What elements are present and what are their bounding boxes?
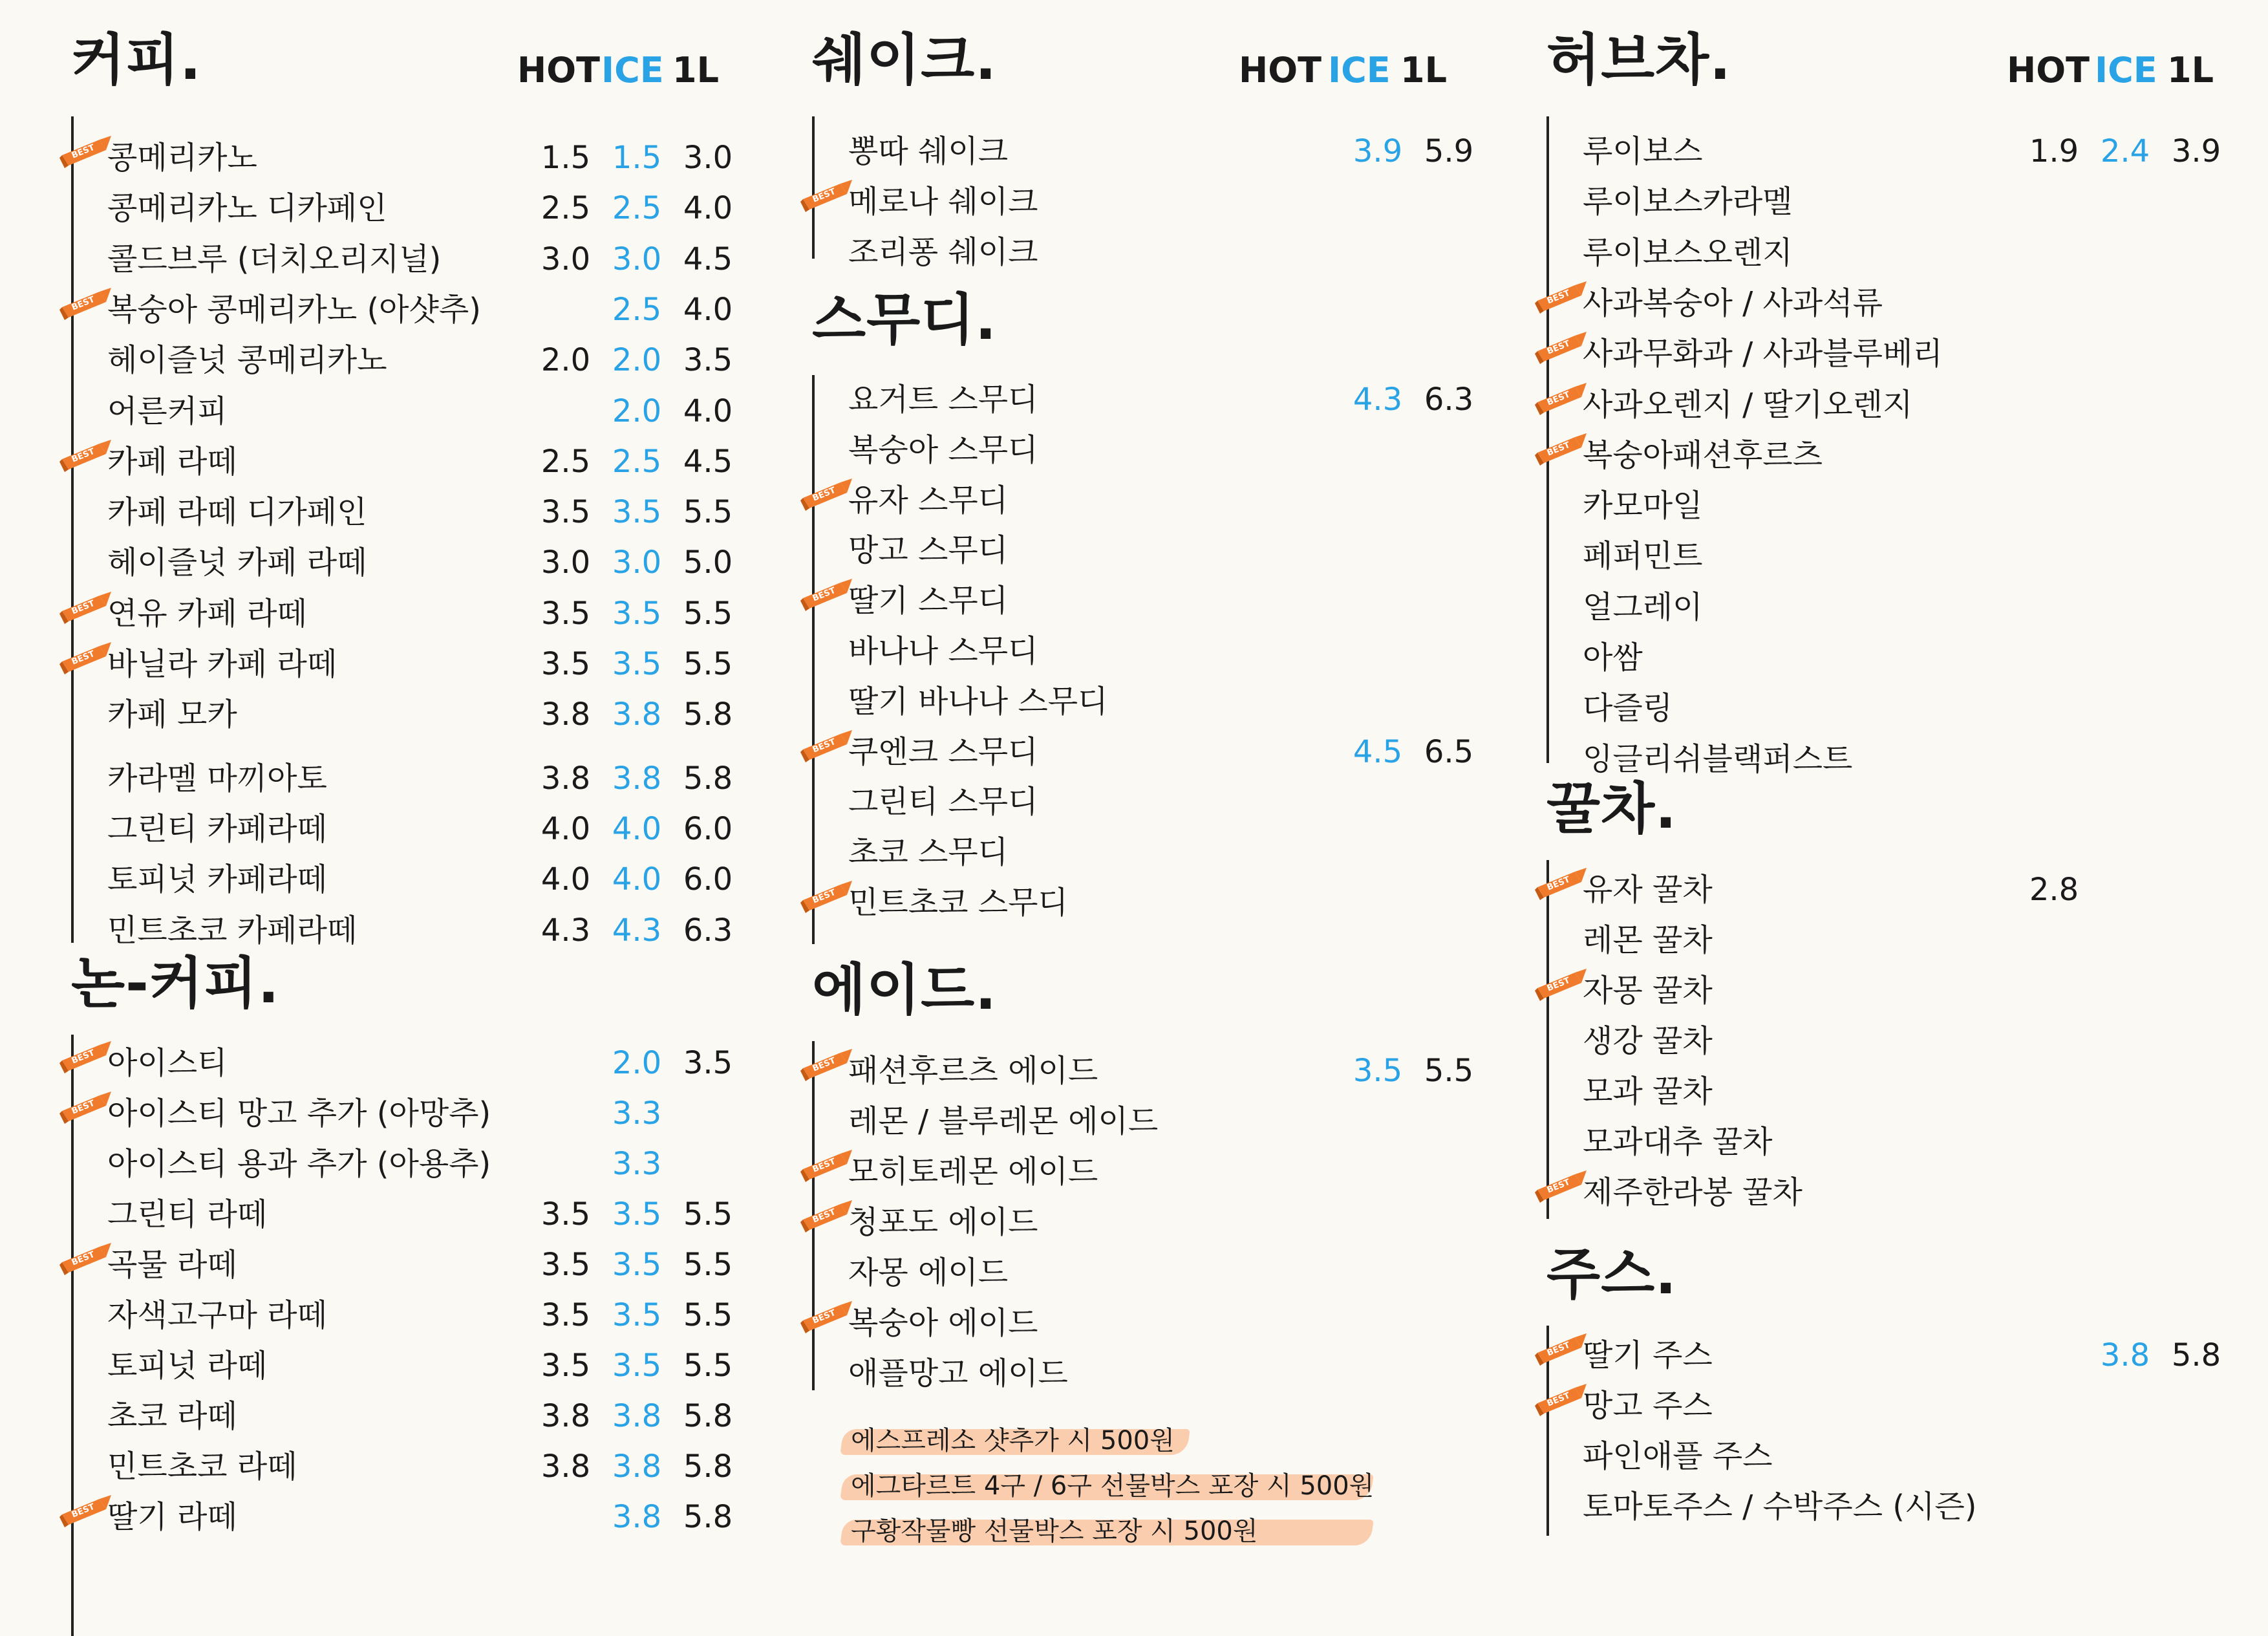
price-1l: 5.5 xyxy=(683,646,733,682)
price-hot: 2.5 xyxy=(540,443,591,480)
menu-item xyxy=(812,1098,1459,1145)
menu-item xyxy=(1546,1383,2193,1429)
menu-item xyxy=(812,427,1459,473)
item-name: 초코 스무디 xyxy=(848,834,1009,871)
header-ice: ICE xyxy=(601,50,664,91)
header-1l: 1L xyxy=(2167,50,2214,91)
price-ice: 3.3 xyxy=(612,1146,662,1182)
menu-item xyxy=(1546,280,2193,327)
price-ice: 3.8 xyxy=(612,1448,662,1485)
price-hot: 2.5 xyxy=(540,190,591,227)
price-hot: 3.0 xyxy=(540,241,591,277)
item-name: 딸기 바나나 스무디 xyxy=(848,683,1108,720)
item-name: 페퍼민트 xyxy=(1583,538,1703,575)
svg-text:BEST: BEST xyxy=(70,598,96,617)
price-ice: 2.5 xyxy=(612,291,662,328)
item-name: 토피넛 카페라떼 xyxy=(107,861,327,898)
item-name: 어른커피 xyxy=(107,393,228,429)
item-name: 청포도 에이드 xyxy=(848,1204,1038,1240)
note xyxy=(848,1511,1256,1548)
item-name: 루이보스 xyxy=(1583,133,1703,169)
note xyxy=(848,1420,1175,1458)
item-name: 레몬 꿀차 xyxy=(1583,922,1713,958)
price-1l: 5.5 xyxy=(683,1247,733,1283)
menu-item xyxy=(71,1141,718,1187)
menu-item xyxy=(812,1300,1459,1346)
price-ice: 3.8 xyxy=(612,760,662,797)
item-name: 토피넛 라떼 xyxy=(107,1348,268,1384)
svg-text:BEST: BEST xyxy=(811,1156,837,1175)
price-1l: 4.0 xyxy=(683,393,733,429)
section-title: 허브차. xyxy=(1546,28,1731,92)
note-text: 에그타르트 4구 / 6구 선물박스 포장 시 500원 xyxy=(851,1471,1375,1501)
price-ice: 3.3 xyxy=(612,1095,662,1132)
menu-item xyxy=(1546,736,2193,782)
header-1l: 1L xyxy=(672,50,719,91)
svg-text:BEST: BEST xyxy=(1545,440,1572,458)
item-name: 사과오렌지 / 딸기오렌지 xyxy=(1583,386,1913,423)
item-name: 민트초코 라떼 xyxy=(107,1448,297,1485)
menu-item xyxy=(1546,128,2221,175)
price-ice: 3.8 xyxy=(612,1398,662,1434)
price-ice: 3.5 xyxy=(612,1297,662,1333)
item-name: 바나나 스무디 xyxy=(848,633,1038,669)
item-name: 복숭아 에이드 xyxy=(848,1305,1038,1341)
price-1l: 6.0 xyxy=(683,810,733,847)
menu-item xyxy=(71,236,733,283)
menu-item xyxy=(811,1048,1474,1094)
menu-item xyxy=(812,628,1459,674)
item-name: 쿠엔크 스무디 xyxy=(848,733,1038,770)
price-ice: 3.8 xyxy=(612,696,662,733)
price-1l: 6.5 xyxy=(1424,733,1474,770)
price-hot: 3.5 xyxy=(540,1297,591,1333)
menu-item xyxy=(1546,482,2193,529)
price-ice: 1.5 xyxy=(612,140,662,176)
price-hot: 3.5 xyxy=(540,1348,591,1384)
svg-text:BEST: BEST xyxy=(811,1055,837,1074)
item-name: 패션후르츠 에이드 xyxy=(848,1053,1098,1089)
price-1l: 5.0 xyxy=(683,544,733,581)
price-1l: 4.5 xyxy=(683,241,733,277)
price-ice: 2.0 xyxy=(612,393,662,429)
menu-item xyxy=(70,1494,733,1540)
price-hot: 2.0 xyxy=(540,342,591,379)
menu-item xyxy=(70,286,733,333)
menu-item xyxy=(71,1393,733,1439)
header-1l: 1L xyxy=(1400,50,1447,91)
svg-text:BEST: BEST xyxy=(811,1308,837,1326)
price-ice: 3.5 xyxy=(1353,1053,1403,1089)
svg-text:BEST: BEST xyxy=(70,446,96,465)
menu-item xyxy=(812,879,1459,926)
price-hot: 4.3 xyxy=(540,912,591,949)
item-name: 초코 라떼 xyxy=(107,1398,237,1434)
item-name: 딸기 라떼 xyxy=(107,1499,237,1535)
item-name: 카라멜 마끼아토 xyxy=(107,760,327,797)
menu-item xyxy=(811,729,1474,775)
svg-text:BEST: BEST xyxy=(70,1048,96,1066)
menu-item xyxy=(71,1090,718,1137)
item-name: 루이보스카라멜 xyxy=(1583,184,1793,221)
svg-text:BEST: BEST xyxy=(811,186,837,205)
item-name: 조리퐁 쉐이크 xyxy=(848,234,1038,270)
price-ice: 3.0 xyxy=(612,544,662,581)
item-name: 카모마일 xyxy=(1583,488,1703,524)
price-ice: 3.5 xyxy=(612,494,662,531)
menu-item xyxy=(812,678,1459,725)
item-name: 곡물 라떼 xyxy=(107,1247,237,1283)
svg-text:BEST: BEST xyxy=(811,737,837,755)
price-ice: 3.8 xyxy=(612,1499,662,1535)
price-hot: 3.5 xyxy=(540,646,591,682)
price-1l: 5.5 xyxy=(683,595,733,632)
header-ice: ICE xyxy=(2095,50,2157,91)
item-name: 카페 모카 xyxy=(107,696,237,733)
item-name: 뽕따 쉐이크 xyxy=(848,133,1009,169)
price-ice: 2.0 xyxy=(612,342,662,379)
menu-item xyxy=(812,1249,1459,1296)
menu-item xyxy=(1546,1068,2193,1115)
price-hot: 3.5 xyxy=(540,1196,591,1232)
menu-item xyxy=(1546,1433,2193,1480)
price-1l: 5.5 xyxy=(1424,1053,1474,1089)
price-ice: 3.5 xyxy=(612,1348,662,1384)
price-ice: 2.5 xyxy=(612,190,662,227)
price-1l: 3.0 xyxy=(683,140,733,176)
item-name: 망고 주스 xyxy=(1583,1388,1713,1424)
item-name: 콜드브루 (더치오리지널) xyxy=(107,241,442,277)
price-hot: 3.8 xyxy=(540,760,591,797)
menu-item xyxy=(812,527,1459,574)
svg-text:BEST: BEST xyxy=(1545,1177,1572,1196)
menu-item xyxy=(812,229,1459,275)
menu-item xyxy=(71,185,733,231)
price-ice: 4.0 xyxy=(612,810,662,847)
header-hot: HOT xyxy=(1239,50,1321,91)
price-1l: 5.8 xyxy=(683,760,733,797)
menu-item xyxy=(812,1148,1459,1195)
item-name: 자몽 에이드 xyxy=(848,1254,1009,1291)
note-text: 구황작물빵 선물박스 포장 시 500원 xyxy=(851,1516,1258,1546)
section-title: 에이드. xyxy=(812,958,997,1022)
menu-item xyxy=(1546,1018,2193,1064)
menu-item xyxy=(71,691,733,738)
price-1l: 3.5 xyxy=(683,342,733,379)
price-1l: 5.5 xyxy=(683,1196,733,1232)
menu-item xyxy=(812,128,1474,175)
item-name: 유자 스무디 xyxy=(848,482,1009,519)
menu-item xyxy=(1546,967,2193,1014)
menu-item xyxy=(70,1040,733,1086)
item-name: 아이스티 망고 추가 (아망추) xyxy=(107,1095,491,1132)
item-name: 콩메리카노 xyxy=(107,140,257,176)
menu-item xyxy=(71,1292,733,1339)
price-ice: 3.5 xyxy=(612,1196,662,1232)
price-1l: 6.3 xyxy=(683,912,733,949)
item-name: 모히토레몬 에이드 xyxy=(848,1154,1098,1190)
price-1l: 5.8 xyxy=(683,696,733,733)
item-name: 토마토주스 / 수박주스 (시즌) xyxy=(1583,1489,1977,1525)
menu-item xyxy=(812,376,1474,423)
item-name: 딸기 스무디 xyxy=(848,583,1009,619)
menu-item xyxy=(70,438,733,485)
price-1l: 5.5 xyxy=(683,494,733,531)
header-hot: HOT xyxy=(517,50,600,91)
price-ice: 2.0 xyxy=(612,1045,662,1081)
menu-item xyxy=(70,641,733,687)
menu-item xyxy=(71,1342,733,1389)
section-title: 커피. xyxy=(71,28,202,92)
menu-item xyxy=(71,856,733,903)
menu-item xyxy=(71,907,733,954)
price-hot: 4.0 xyxy=(540,810,591,847)
item-name: 제주한라봉 꿀차 xyxy=(1583,1174,1803,1211)
item-name: 잉글리쉬블랙퍼스트 xyxy=(1583,740,1853,777)
item-name: 그린티 카페라떼 xyxy=(107,810,327,847)
svg-text:BEST: BEST xyxy=(1545,874,1572,893)
svg-text:BEST: BEST xyxy=(811,586,837,604)
item-name: 아이스티 용과 추가 (아용추) xyxy=(107,1146,491,1182)
menu-item xyxy=(812,577,1459,624)
section-title: 꿀차. xyxy=(1546,777,1677,841)
menu-item xyxy=(812,1350,1459,1397)
menu-item xyxy=(1546,634,2193,681)
item-name: 복숭아패션후르츠 xyxy=(1583,436,1823,473)
price-1l: 3.9 xyxy=(2171,133,2221,169)
menu-item xyxy=(1546,230,2193,276)
item-name: 다즐링 xyxy=(1583,690,1673,727)
price-1l: 5.8 xyxy=(683,1448,733,1485)
item-name: 유자 꿀차 xyxy=(1583,872,1713,908)
svg-text:BEST: BEST xyxy=(70,1249,96,1268)
price-1l: 4.0 xyxy=(683,190,733,227)
price-1l: 6.0 xyxy=(683,861,733,898)
item-name: 아쌈 xyxy=(1583,640,1643,676)
menu-item xyxy=(1546,1119,2193,1165)
price-hot: 3.5 xyxy=(540,595,591,632)
menu-item xyxy=(70,1242,733,1288)
price-1l: 5.5 xyxy=(683,1297,733,1333)
menu-item xyxy=(1546,917,2193,963)
svg-text:BEST: BEST xyxy=(70,294,96,313)
item-name: 헤이즐넛 콩메리카노 xyxy=(107,342,387,379)
menu-item xyxy=(1546,533,2193,579)
price-ice: 3.5 xyxy=(612,595,662,632)
menu-item xyxy=(71,1191,733,1238)
item-name: 복숭아 콩메리카노 (아샷추) xyxy=(107,291,482,328)
price-1l: 5.8 xyxy=(683,1499,733,1535)
section-title: 스무디. xyxy=(812,288,997,352)
price-hot: 3.8 xyxy=(540,1448,591,1485)
item-name: 사과복숭아 / 사과석류 xyxy=(1583,285,1883,321)
menu-item xyxy=(71,755,733,802)
svg-text:BEST: BEST xyxy=(70,142,96,161)
item-name: 생강 꿀차 xyxy=(1583,1023,1713,1059)
price-hot: 1.9 xyxy=(2029,133,2079,169)
item-name: 루이보스오렌지 xyxy=(1583,234,1793,271)
item-name: 복숭아 스무디 xyxy=(848,431,1038,468)
menu-item xyxy=(1546,432,2193,479)
menu-item xyxy=(1546,1483,2193,1530)
header-hot: HOT xyxy=(2007,50,2090,91)
item-name: 사과무화과 / 사과블루베리 xyxy=(1583,336,1943,372)
price-hot: 3.8 xyxy=(540,1398,591,1434)
menu-item xyxy=(71,1443,733,1490)
item-name: 딸기 주스 xyxy=(1583,1337,1713,1373)
price-1l: 5.5 xyxy=(683,1348,733,1384)
item-name: 그린티 라떼 xyxy=(107,1196,268,1232)
menu-item xyxy=(812,829,1459,876)
item-name: 망고 스무디 xyxy=(848,532,1009,569)
item-name: 민트초코 카페라떼 xyxy=(107,912,358,949)
menu-item xyxy=(812,779,1459,825)
price-1l: 4.5 xyxy=(683,443,733,480)
price-ice: 4.3 xyxy=(1353,382,1403,418)
svg-text:BEST: BEST xyxy=(1545,339,1572,357)
menu-item xyxy=(812,178,1459,225)
header-ice: ICE xyxy=(1328,50,1391,91)
menu-item xyxy=(812,1199,1459,1245)
price-ice: 2.5 xyxy=(612,443,662,480)
svg-text:BEST: BEST xyxy=(1545,1340,1572,1359)
menu-item xyxy=(812,477,1459,524)
price-1l: 5.9 xyxy=(1424,133,1474,169)
menu-item xyxy=(1546,685,2193,731)
svg-text:BEST: BEST xyxy=(70,1098,96,1117)
price-1l: 5.8 xyxy=(683,1398,733,1434)
price-1l: 6.3 xyxy=(1424,382,1474,418)
svg-text:BEST: BEST xyxy=(1545,975,1572,994)
svg-text:BEST: BEST xyxy=(811,485,837,504)
price-ice: 2.4 xyxy=(2100,133,2150,169)
price-ice: 3.5 xyxy=(612,1247,662,1283)
item-name: 카페 라떼 디가페인 xyxy=(107,494,367,531)
price-ice: 4.0 xyxy=(612,861,662,898)
item-name: 레몬 / 블루레몬 에이드 xyxy=(848,1103,1159,1139)
menu-item xyxy=(1546,584,2193,630)
price-hot: 3.5 xyxy=(540,1247,591,1283)
price-hot: 4.0 xyxy=(540,861,591,898)
svg-text:BEST: BEST xyxy=(70,1501,96,1520)
item-name: 파인애플 주스 xyxy=(1583,1438,1773,1474)
item-name: 모과 꿀차 xyxy=(1583,1073,1713,1110)
menu-item xyxy=(71,489,733,535)
menu-item xyxy=(1545,1332,2221,1379)
note-text: 에스프레소 샷추가 시 500원 xyxy=(851,1426,1175,1456)
svg-text:BEST: BEST xyxy=(1545,288,1572,307)
menu-item xyxy=(1546,866,2193,913)
price-hot: 1.5 xyxy=(540,140,591,176)
item-name: 민트초코 스무디 xyxy=(848,885,1068,921)
section-title: 쉐이크. xyxy=(812,28,997,92)
item-name: 그린티 스무디 xyxy=(848,784,1038,821)
svg-text:BEST: BEST xyxy=(1545,389,1572,408)
menu-item xyxy=(71,539,733,586)
item-name: 바닐라 카페 라떼 xyxy=(107,646,337,682)
price-1l: 3.5 xyxy=(683,1045,733,1081)
svg-text:BEST: BEST xyxy=(1545,1390,1572,1409)
item-name: 모과대추 꿀차 xyxy=(1583,1124,1773,1160)
item-name: 메로나 쉐이크 xyxy=(848,184,1038,220)
price-ice: 3.0 xyxy=(612,241,662,277)
item-name: 자몽 꿀차 xyxy=(1583,973,1713,1009)
note xyxy=(848,1465,1375,1503)
item-name: 얼그레이 xyxy=(1583,588,1703,625)
price-ice: 3.9 xyxy=(1353,133,1403,169)
menu-item xyxy=(1546,1169,2193,1216)
menu-item xyxy=(70,590,733,637)
item-name: 연유 카페 라떼 xyxy=(107,595,307,632)
price-hot: 3.5 xyxy=(540,494,591,531)
menu-item xyxy=(1546,330,2193,377)
item-name: 애플망고 에이드 xyxy=(848,1355,1068,1392)
menu-item xyxy=(1546,178,2193,225)
menu-item xyxy=(71,388,733,435)
menu-item xyxy=(71,337,733,383)
svg-text:BEST: BEST xyxy=(70,649,96,667)
price-ice: 4.3 xyxy=(612,912,662,949)
item-name: 카페 라떼 xyxy=(107,443,237,480)
price-ice: 3.8 xyxy=(2100,1337,2150,1373)
item-name: 자색고구마 라떼 xyxy=(107,1297,327,1333)
price-ice: 4.5 xyxy=(1353,733,1403,770)
price-1l: 4.0 xyxy=(683,291,733,328)
svg-text:BEST: BEST xyxy=(811,1207,837,1225)
svg-text:BEST: BEST xyxy=(811,887,837,906)
menu-item xyxy=(71,806,733,852)
price-1l: 5.8 xyxy=(2171,1337,2221,1373)
item-name: 헤이즐넛 카페 라떼 xyxy=(107,544,367,581)
menu-item xyxy=(70,135,733,181)
price-hot: 3.8 xyxy=(540,696,591,733)
price-hot: 3.0 xyxy=(540,544,591,581)
item-name: 콩메리카노 디카페인 xyxy=(107,190,387,227)
price-hot: 2.8 xyxy=(2029,872,2079,908)
item-name: 요거트 스무디 xyxy=(848,382,1038,418)
section-title: 논-커피. xyxy=(71,951,280,1016)
item-name: 아이스티 xyxy=(107,1045,228,1081)
section-title: 주스. xyxy=(1546,1242,1677,1307)
price-ice: 3.5 xyxy=(612,646,662,682)
menu-item xyxy=(1546,382,2193,428)
